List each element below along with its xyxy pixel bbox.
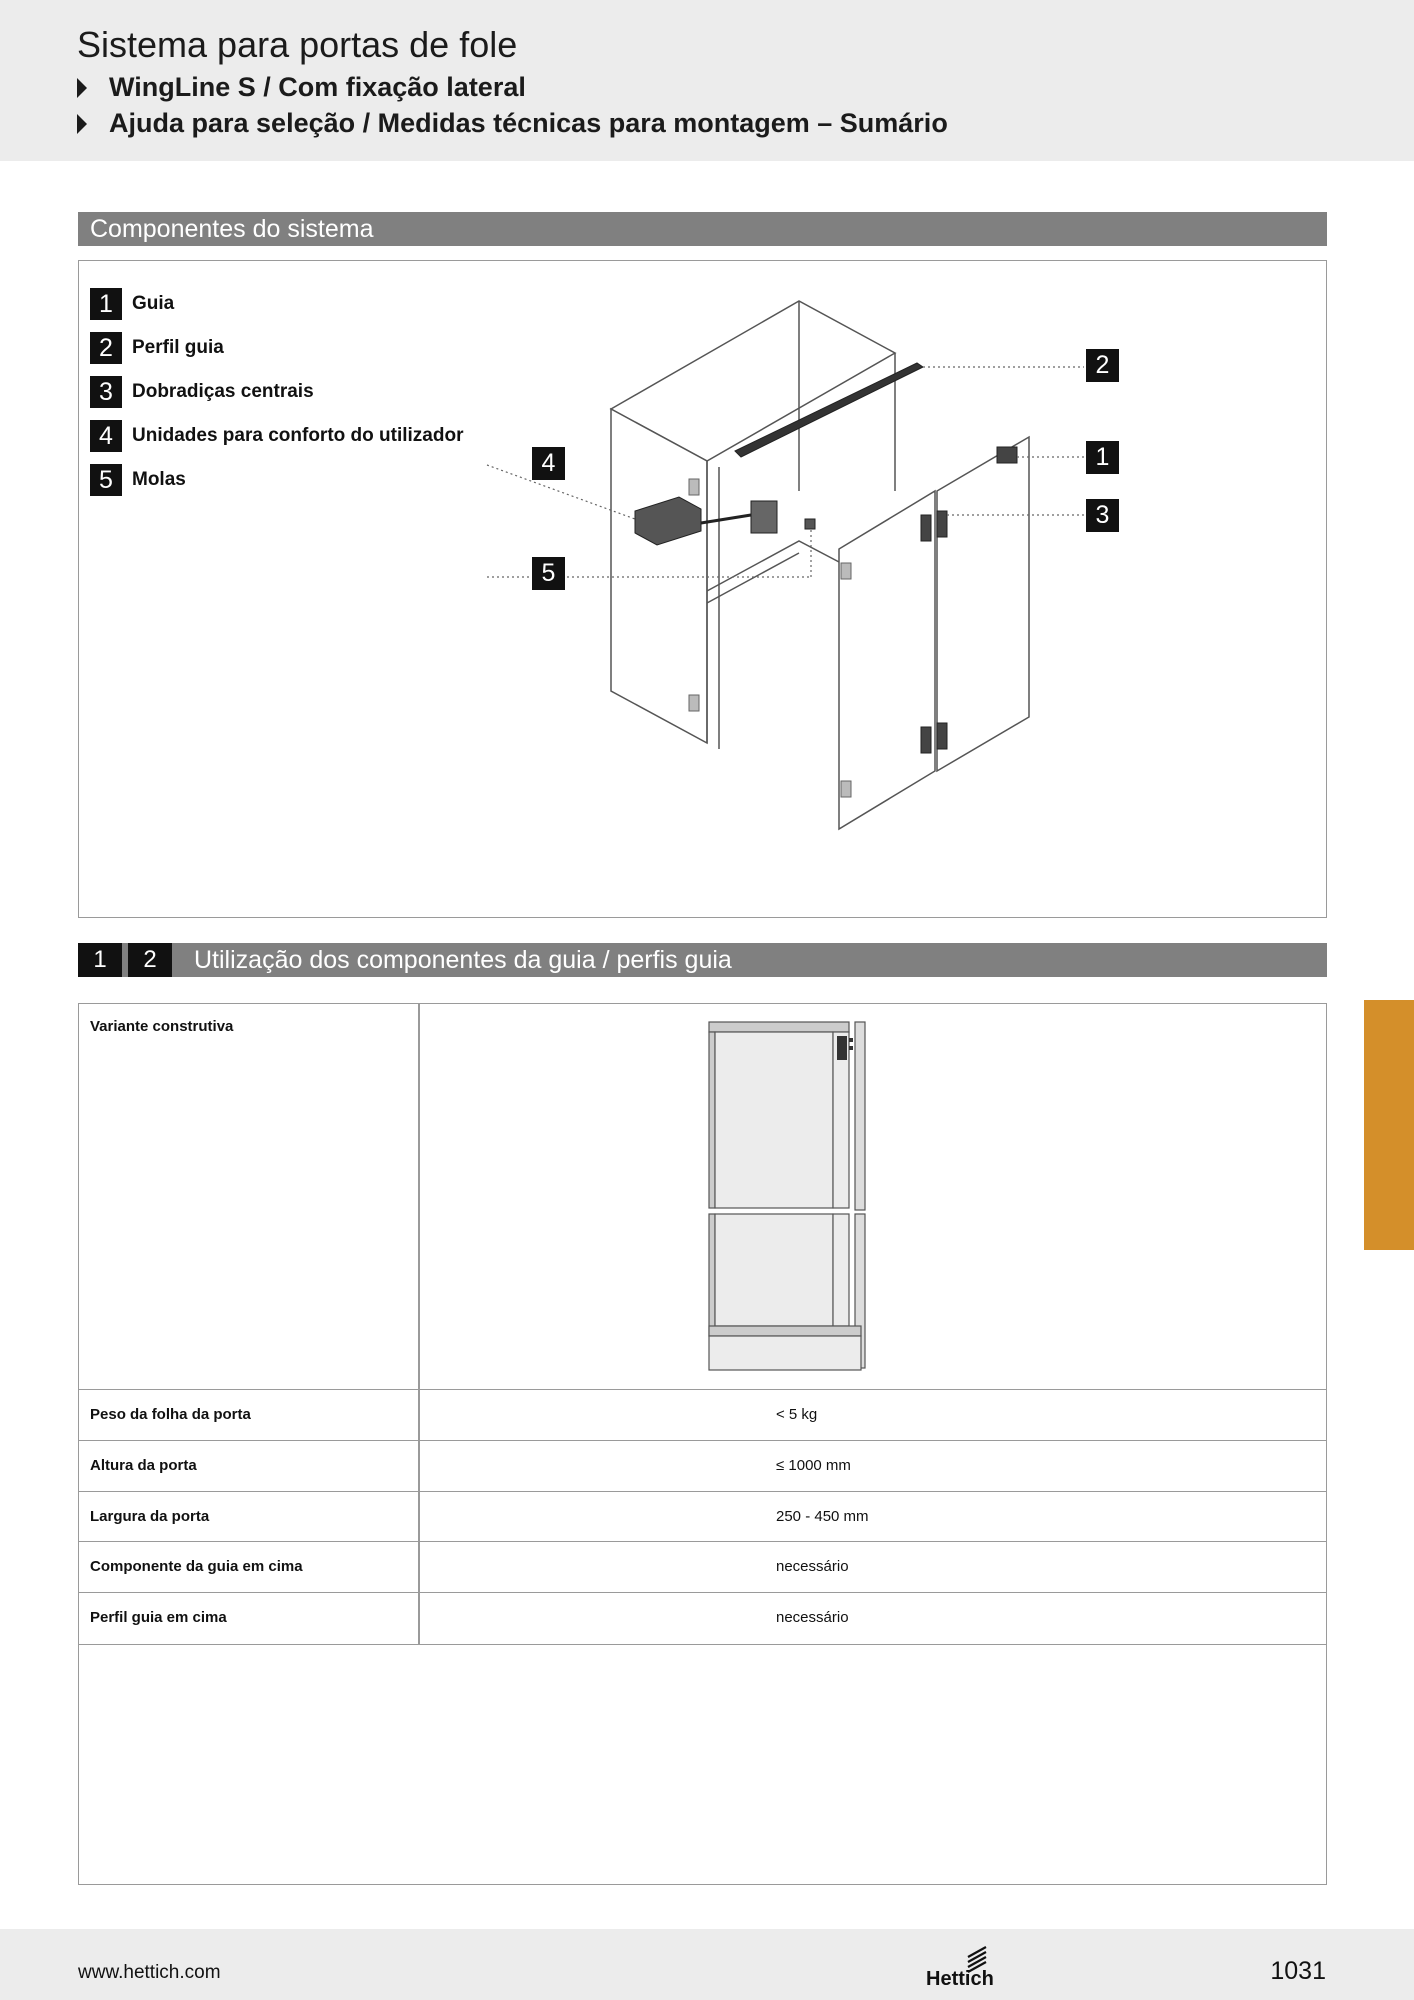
table-row [79, 1390, 1326, 1441]
hettich-logo [924, 1943, 994, 1994]
legend-label: Dobradiças centrais [132, 381, 314, 402]
badge-1: 1 [78, 943, 122, 977]
variant-label: Variante construtiva [90, 1018, 234, 1035]
page-header [0, 0, 1414, 161]
cabinet-illustration [79, 261, 1328, 919]
table-row [79, 1492, 1326, 1542]
row-value: necessário [776, 1609, 849, 1626]
triangle-right-icon [77, 114, 87, 134]
badge-2: 2 [128, 943, 172, 977]
legend-label: Unidades para conforto do utilizador [132, 425, 464, 446]
subtitle-1 [77, 72, 526, 103]
row-value: ≤ 1000 mm [776, 1457, 851, 1474]
row-value: < 5 kg [776, 1406, 818, 1423]
row-label: Componente da guia em cima [90, 1558, 303, 1575]
legend-label: Molas [132, 469, 186, 490]
row-label: Altura da porta [90, 1457, 197, 1474]
subtitle-2 [77, 108, 948, 139]
usage-table [78, 1003, 1327, 1885]
callout-5: 5 [532, 557, 565, 590]
logo-text: Hettich [926, 1968, 994, 1989]
footer-url[interactable]: www.hettich.com [78, 1962, 221, 1983]
page-number: 1031 [1270, 1957, 1326, 1985]
components-panel [78, 260, 1327, 918]
legend-number: 1 [90, 288, 122, 320]
triangle-right-icon [77, 78, 87, 98]
components-section-title: Componentes do sistema [78, 212, 1327, 246]
legend-number: 3 [90, 376, 122, 408]
table-row [79, 1542, 1326, 1593]
subtitle-2-text: Ajuda para seleção / Medidas técnicas para montagem – Sumário [109, 108, 948, 138]
callout-3: 3 [1086, 499, 1119, 532]
usage-section-bar [78, 943, 1327, 977]
callout-4: 4 [532, 447, 565, 480]
chapter-tab-marker [1364, 1000, 1414, 1250]
variant-drawing [707, 1020, 877, 1374]
table-row [79, 1441, 1326, 1492]
page-title: Sistema para portas de fole [77, 24, 518, 65]
table-row [79, 1004, 1326, 1390]
callout-1: 1 [1086, 441, 1119, 474]
row-label: Peso da folha da porta [90, 1406, 251, 1423]
subtitle-1-text: WingLine S / Com fixação lateral [109, 72, 526, 102]
hettich-logo-icon [924, 1943, 994, 1989]
legend-number: 4 [90, 420, 122, 452]
row-value: necessário [776, 1558, 849, 1575]
row-label: Largura da porta [90, 1508, 210, 1525]
legend-label: Perfil guia [132, 337, 224, 358]
usage-section-title: Utilização dos componentes da guia / perfis guia [186, 943, 1327, 977]
legend-number: 2 [90, 332, 122, 364]
page-footer [0, 1929, 1414, 2000]
callout-2: 2 [1086, 349, 1119, 382]
legend-number: 5 [90, 464, 122, 496]
row-label: Perfil guia em cima [90, 1609, 227, 1626]
legend-label: Guia [132, 293, 175, 314]
row-value: 250 - 450 mm [776, 1508, 869, 1525]
table-row [79, 1593, 1326, 1645]
